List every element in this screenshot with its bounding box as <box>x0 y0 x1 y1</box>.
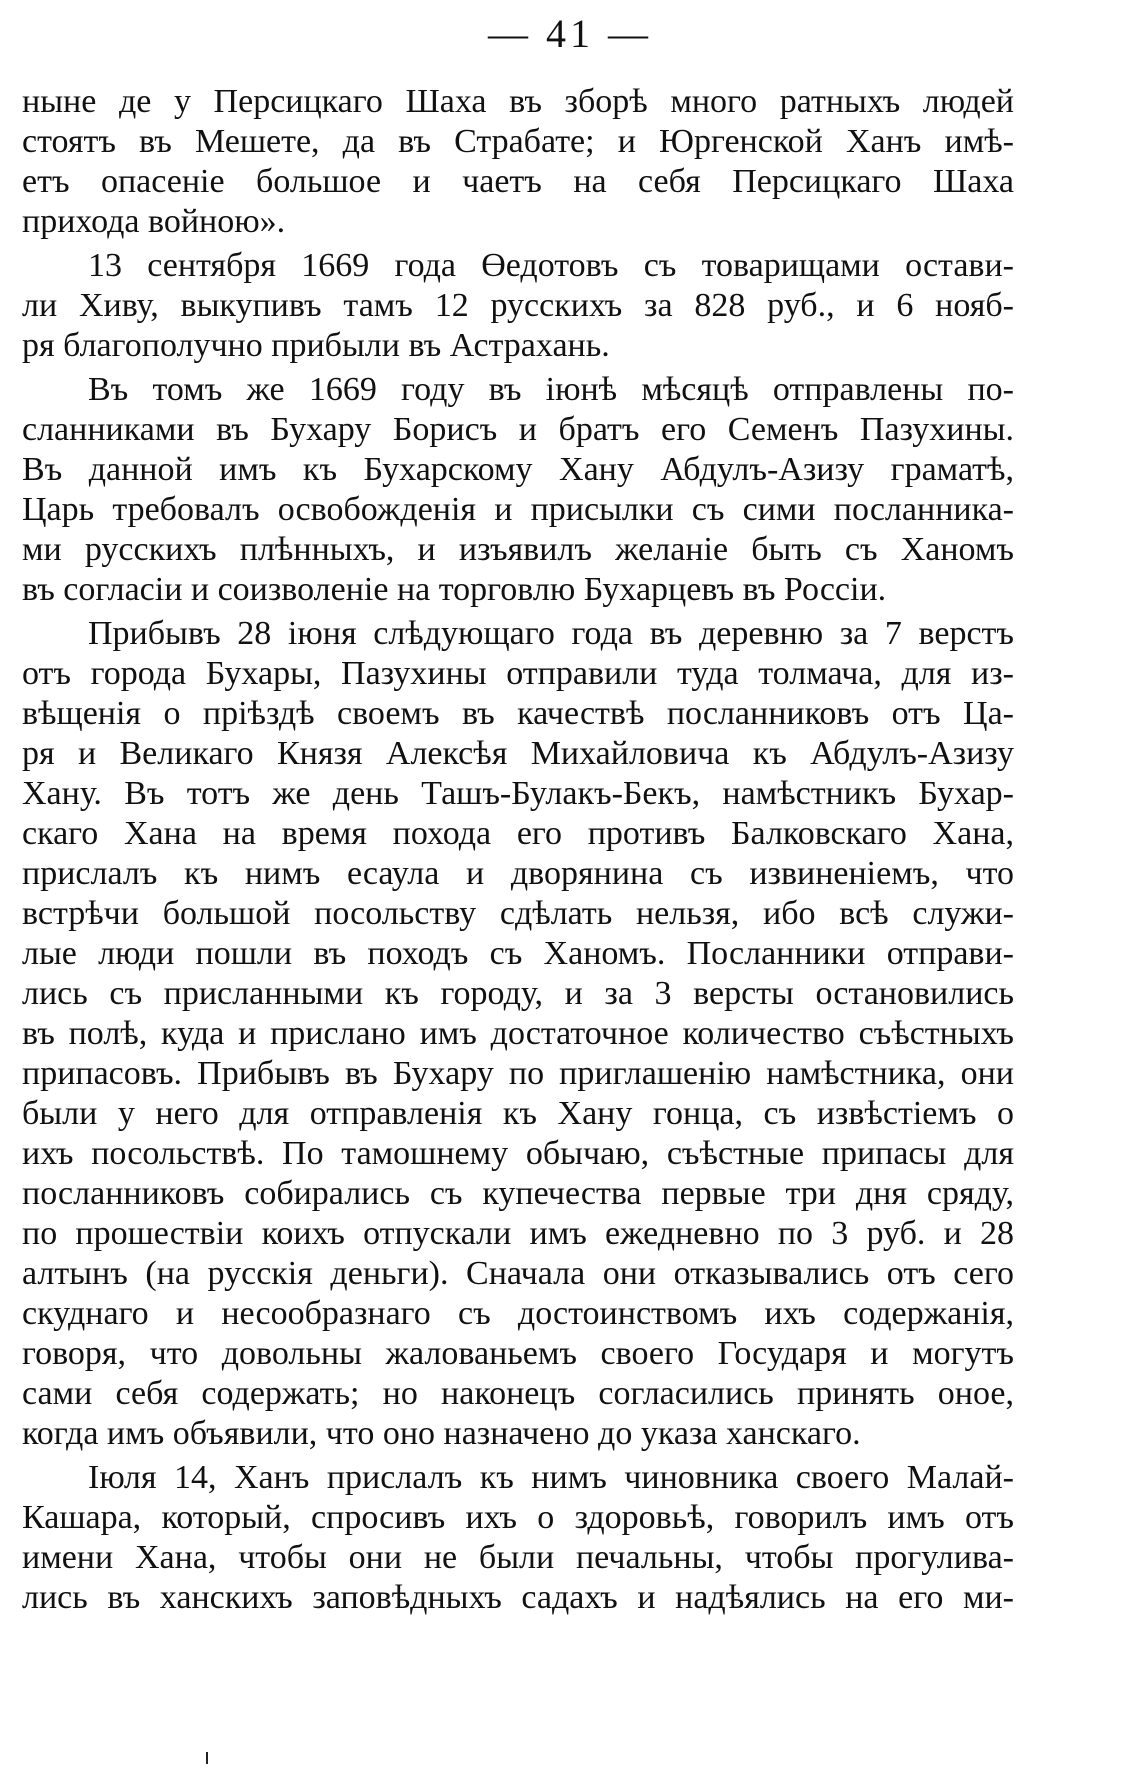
text-line: Въ томъ же 1669 году въ іюнѣ мѣсяцѣ отправлены по- <box>88 371 1014 408</box>
text-line: имени Хана, чтобы они не были печальны, чтобы прогулива- <box>22 1539 1014 1576</box>
text-line: припасовъ. Прибывъ въ Бухару по приглашенію намѣстника, они <box>22 1055 1014 1092</box>
text-line: прихода войною». <box>22 203 286 240</box>
page-mark <box>206 1752 208 1764</box>
text-line: когда имъ объявили, что оно назначено до указа ханскаго. <box>22 1415 861 1452</box>
text-line: Хану. Въ тотъ же день Ташъ-Булакъ-Бекъ, намѣстникъ Бухар- <box>22 775 1014 812</box>
text-line: встрѣчи большой посольству сдѣлать нельзя, ибо всѣ служи- <box>22 895 1014 932</box>
text-line: Прибывъ 28 іюня слѣдующаго года въ деревню за 7 верстъ <box>88 615 1014 652</box>
text-line: были у него для отправленія къ Хану гонца, съ извѣстіемъ о <box>22 1095 1014 1132</box>
page-number: — 41 — <box>488 11 652 56</box>
text-line: прислалъ къ нимъ есаула и дворянина съ извиненіемъ, что <box>22 855 1014 892</box>
text-line: отъ города Бухары, Пазухины отправили туда толмача, для из- <box>22 655 1014 692</box>
text-line: лись въ ханскихъ заповѣдныхъ садахъ и надѣялись на его ми- <box>22 1579 1014 1616</box>
text-line: ря благополучно прибыли въ Астрахань. <box>22 327 610 364</box>
text-line: въ согласіи и соизволеніе на торговлю Бухарцевъ въ Россіи. <box>22 571 887 608</box>
text-line: вѣщенія о пріѣздѣ своемъ въ качествѣ посланниковъ отъ Ца- <box>22 695 1014 732</box>
text-line: посланниковъ собирались съ купечества первые три дня сряду, <box>22 1175 1014 1212</box>
text-line: скуднаго и несообразнаго съ достоинствомъ ихъ содержанія, <box>22 1295 1014 1332</box>
body-text <box>22 82 1014 1618</box>
text-line: Въ данной имъ къ Бухарскому Хану Абдулъ-Азизу граматѣ, <box>22 451 1014 488</box>
text-line: Іюля 14, Ханъ прислалъ къ нимъ чиновника своего Малай- <box>88 1459 1014 1496</box>
text-line: сами себя содержать; но наконецъ согласились принять оное, <box>22 1375 1014 1412</box>
text-line: алтынъ (на русскія деньги). Сначала они отказывались отъ сего <box>22 1255 1014 1292</box>
text-line: стоятъ въ Мешете, да въ Страбате; и Юргенской Ханъ имѣ- <box>22 123 1014 160</box>
text-line: въ полѣ, куда и прислано имъ достаточное количество съѣстныхъ <box>22 1015 1014 1052</box>
text-line: 13 сентября 1669 года Өедотовъ съ товарищами остави- <box>88 247 1014 284</box>
text-line: ря и Великаго Князя Алексѣя Михайловича къ Абдулъ-Азизу <box>22 735 1014 772</box>
text-line: скаго Хана на время похода его противъ Балковскаго Хана, <box>22 815 1014 852</box>
text-line: ихъ посольствѣ. По тамошнему обычаю, съѣстные припасы для <box>22 1135 1014 1172</box>
text-line: Кашара, который, спросивъ ихъ о здоровьѣ, говорилъ имъ отъ <box>22 1499 1014 1536</box>
text-line: говоря, что довольны жалованьемъ своего Государя и могутъ <box>22 1335 1014 1372</box>
text-line: етъ опасеніе большое и чаетъ на себя Персицкаго Шаха <box>22 163 1014 200</box>
text-line: по прошествіи коихъ отпускали имъ ежедневно по 3 руб. и 28 <box>22 1215 1014 1252</box>
text-line: ли Хиву, выкупивъ тамъ 12 русскихъ за 828 руб., и 6 нояб- <box>22 287 1014 324</box>
text-line: ми русскихъ плѣнныхъ, и изъявилъ желаніе быть съ Ханомъ <box>22 531 1014 568</box>
text-line: Царь требовалъ освобожденія и присылки съ сими посланника- <box>22 491 1014 528</box>
text-line: лись съ присланными къ городу, и за 3 версты остановились <box>22 975 1014 1012</box>
text-line: ныне де у Персицкаго Шаха въ зборѣ много ратныхъ людей <box>22 83 1014 120</box>
text-line: лые люди пошли въ походъ съ Ханомъ. Посланники отправи- <box>22 935 1014 972</box>
text-line: сланниками въ Бухару Борисъ и братъ его Семенъ Пазухины. <box>22 411 1014 448</box>
